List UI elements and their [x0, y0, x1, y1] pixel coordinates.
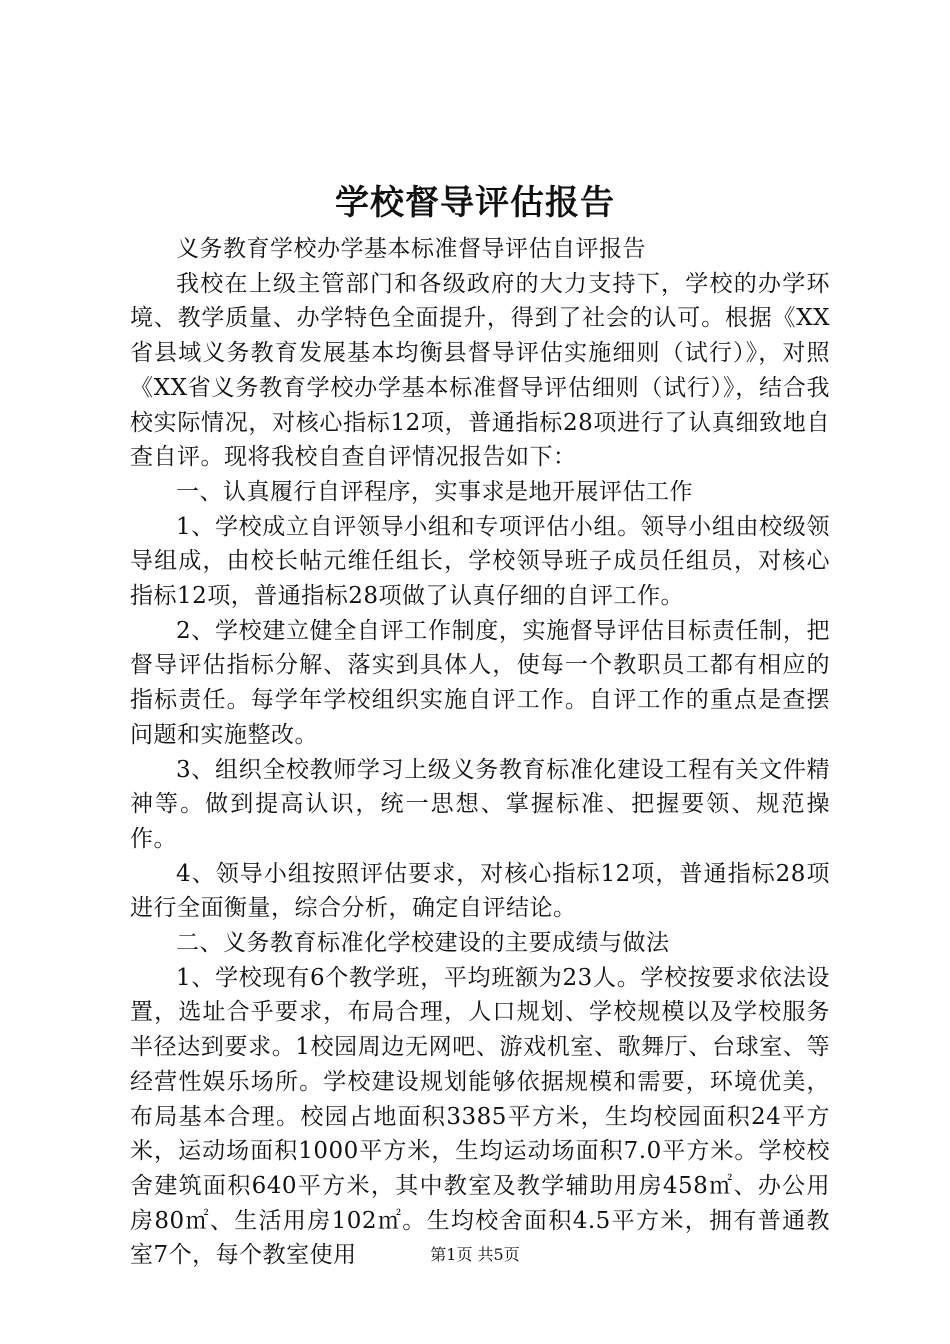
section-1-item-4: 4、领导小组按照评估要求，对核心指标12项，普通指标28项进行全面衡量，综合分析，确定自评结论。 — [130, 860, 830, 922]
section-2-item-1: 1、学校现有6个教学班，平均班额为23人。学校按要求依法设置，选址合乎要求，布局合理，人口规划、学校规模以及学校服务半径达到要求。1校园周边无网吧、游戏机室、歌舞厅、台球室、等经营性娱乐场所。学校建设规划能够依据规模和需要，环境优美，布局基本合理。校园占地面积3385平方米，生均校园面积24平方米，运动场面积1000平方米，生均运动场面积7.0平方米。学校校舍建筑面积640平方米，其中教室及教学辅助用房458㎡、办公用房80㎡、生活用房102㎡。生均校舍面积4.5平方米，拥有普通教室7个，每个教室使用 — [130, 964, 830, 1269]
section-1-item-1: 1、学校成立自评领导小组和专项评估小组。领导小组由校级领导组成，由校长帖元维任组长，学校领导班子成员任组员，对核心指标12项，普通指标28项做了认真仔细的自评工作。 — [130, 513, 830, 610]
section-1-item-3: 3、组织全校教师学习上级义务教育标准化建设工程有关文件精神等。做到提高认识，统一思想、掌握标准、把握要领、规范操作。 — [130, 756, 830, 852]
page-footer: 第1页 共5页 — [430, 1245, 520, 1264]
section-heading-1: 一、认真履行自评程序，实事求是地开展评估工作 — [176, 478, 693, 505]
intro-paragraph: 我校在上级主管部门和各级政府的大力支持下，学校的办学环境、教学质量、办学特色全面提升，得到了社会的认可。根据《XX省县域义务教育发展基本均衡县督导评估实施细则（试行）》，对照《XX省义务教育学校办学基本标准督导评估细则（试行）》，结合我校实际情况，对核心指标12项，普通指标28项进行了认真细致地自查自评。现将我校自查自评情况报告如下： — [130, 270, 830, 471]
section-1-item-2: 2、学校建立健全自评工作制度，实施督导评估目标责任制，把督导评估指标分解、落实到具体人，使每一个教职员工都有相应的指标责任。每学年学校组织实施自评工作。自评工作的重点是查摆问题和实施整改。 — [130, 617, 830, 748]
document-title: 学校督导评估报告 — [335, 183, 615, 223]
section-heading-2: 二、义务教育标准化学校建设的主要成绩与做法 — [176, 930, 670, 957]
document-body — [130, 232, 830, 1273]
report-subtitle: 义务教育学校办学基本标准督导评估自评报告 — [176, 236, 646, 262]
